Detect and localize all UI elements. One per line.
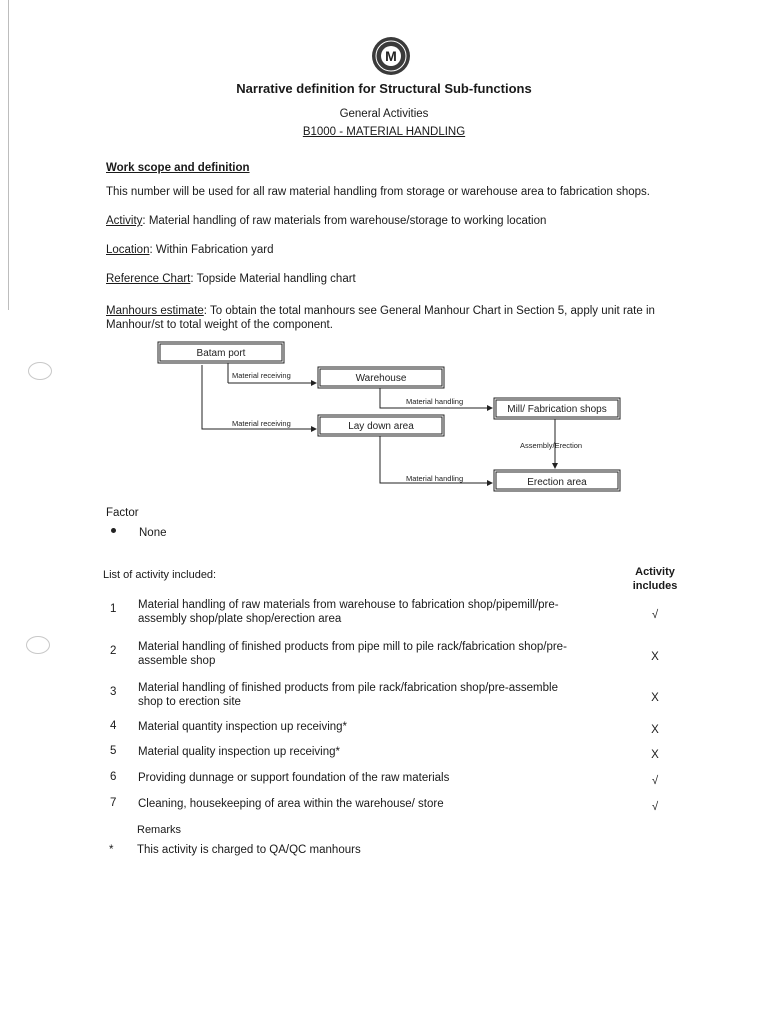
- activity-includes-header: Activity includes: [632, 566, 678, 592]
- reference-line: Reference Chart: Topside Material handling chart: [106, 273, 356, 285]
- remarks-text: This activity is charged to QA/QC manhours: [137, 844, 361, 856]
- node-warehouse: Warehouse: [355, 373, 407, 384]
- edge-label-assembly: Assembly/Erection: [520, 441, 583, 450]
- node-batam-port: Batam port: [196, 348, 246, 359]
- node-laydown-area: Lay down area: [348, 421, 414, 432]
- node-mill-fabrication: Mill/ Fabrication shops: [507, 404, 607, 415]
- edge-label-receiving-1: Material receiving: [232, 371, 291, 380]
- scope-heading: Work scope and definition: [106, 162, 250, 174]
- location-line: Location: Within Fabrication yard: [106, 244, 274, 256]
- svg-text:M: M: [385, 48, 397, 64]
- activity-line: Activity: Material handling of raw materials from warehouse/storage to working location: [106, 215, 547, 227]
- node-erection-area: Erection area: [527, 477, 587, 488]
- activity-code: B1000 - MATERIAL HANDLING: [302, 126, 466, 138]
- material-handling-flowchart: [140, 335, 640, 500]
- list-heading: List of activity included:: [103, 569, 217, 581]
- punch-hole-mark: [28, 362, 52, 380]
- scope-text: This number will be used for all raw material handling from storage or warehouse area to fabrication shops.: [106, 186, 650, 198]
- factor-item: None: [139, 527, 167, 539]
- bullet-icon: [111, 528, 116, 533]
- factor-heading: Factor: [106, 507, 139, 519]
- company-logo: [371, 36, 411, 76]
- manhours-line-2: Manhour/st to total weight of the component.: [106, 319, 333, 331]
- scan-edge-line: [8, 0, 9, 310]
- manhours-line: Manhours estimate: To obtain the total manhours see General Manhour Chart in Section 5, apply unit rate in: [106, 305, 655, 317]
- edge-label-handling-1: Material handling: [406, 397, 464, 406]
- remarks-asterisk: *: [109, 844, 114, 856]
- edge-label-handling-2: Material handling: [406, 474, 464, 483]
- page-subtitle: General Activities: [339, 108, 429, 120]
- punch-hole-mark: [26, 636, 50, 654]
- remarks-heading: Remarks: [137, 824, 182, 836]
- page-title: Narrative definition for Structural Sub-functions: [236, 81, 532, 96]
- edge-label-receiving-2: Material receiving: [232, 419, 291, 428]
